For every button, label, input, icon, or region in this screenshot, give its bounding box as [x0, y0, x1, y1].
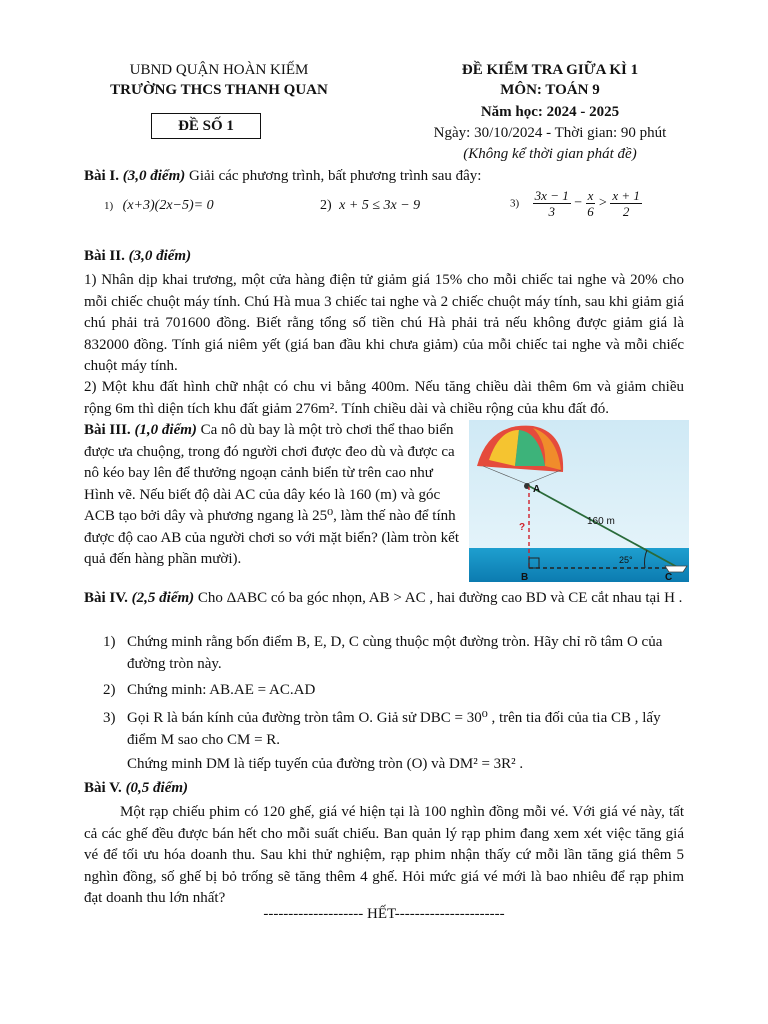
eq3-minus: −: [574, 195, 583, 211]
bai1-eq1: [104, 198, 214, 214]
bai2-title: Bài II.: [84, 248, 125, 264]
bai5-paragraph: Một rạp chiếu phim có 120 ghế, giá vé hiện tại là 100 nghìn đồng mỗi vé. Với giá vé này, tất cả các ghế đều được bán hết cho mỗi suất chiếu. Ban quản lý rạp phim đang xem xét việc tăng giá vé để tối ưu hóa doanh thu. Sau khi thử nghiệm, rạp phim nhận thấy cứ mỗi lần tăng giá thêm 5 nghìn đồng, số ghế bị bỏ trống sẽ tăng thêm 4 ghế. Hỏi mức giá vé mới là bao nhiêu để rạp phim đạt doanh thu lớn nhất?: [84, 804, 684, 906]
eq3-fraction-2: $\frac{x}{6}$: [587, 188, 594, 219]
label-angle: 25°: [619, 555, 633, 565]
eq1-number: 1): [104, 200, 114, 212]
label-question: ?: [519, 522, 526, 533]
eq3-fraction-3: $\frac{x + 1}{2}$: [612, 188, 640, 219]
bai2-part1: 1) Nhân dịp khai trương, một cửa hàng điện tử giảm giá 15% cho mỗi chiếc tai nghe và 20% cho mỗi chiếc chuột máy tính. Chú Hà mua 3 chiếc tai nghe và 2 chiếc chuột máy tính, sau khi giảm giá chú phải trả 701600 đồng. Biết rằng tổng số tiền chú Hà phải trả nếu không được giảm giá là 832000 đồng. Tính giá niêm yết (giá ban đầu khi chưa giảm) của mỗi chiếc tai nghe và mỗi chiếc chuột máy tính.: [84, 272, 684, 374]
bai3-text: Ca nô dù bay là một trò chơi thể thao biển được ưa chuộng, trong đó người chơi được đeo dù và được ca nô kéo bay lên để thưởng ngoạn cảnh biển từ trên cao như Hình vẽ. Nếu biết độ dài AC của dây kéo là 160 (m) và góc ACB tạo bởi dây và phương ngang là 25⁰, làm thế nào để tính được độ cao AB của người chơi so với mặt biển? (làm tròn kết quả đến hàng phần mười).: [84, 422, 459, 567]
school-name: TRƯỜNG THCS THANH QUAN: [110, 82, 328, 98]
bai1-title: Bài I.: [84, 168, 120, 184]
bai4-paragraph: [84, 588, 684, 610]
bai1-eq2: [320, 198, 420, 214]
eq3-gt: >: [598, 195, 607, 211]
bai3-paragraph: [84, 420, 459, 571]
bai4-text: Cho ΔABC có ba góc nhọn, AB > AC , hai đường cao BD và CE cắt nhau tại H .: [194, 590, 683, 606]
sea: [469, 548, 689, 582]
bai4-q3: 3) Gọi R là bán kính của đường tròn tâm O. Giả sử DBC = 30⁰ , trên tia đối của tia CB , lấy điểm M sao cho CM = R.: [103, 710, 661, 748]
bai2-part2: 2) Một khu đất hình chữ nhật có chu vi bằng 400m. Nếu tăng chiều dài thêm 6m và giảm chiều rộng 6m thì diện tích khu đất giảm 276m². Tính chiều dài và chiều rộng của khu đất đó.: [84, 379, 684, 417]
bai2-points: (3,0 điểm): [128, 248, 192, 264]
bai3-points: (1,0 điểm): [134, 422, 197, 438]
bai5-title: Bài V.: [84, 780, 122, 796]
bai1-eq3: [510, 188, 642, 219]
bai4-q2: 2) Chứng minh: AB.AE = AC.AD: [103, 682, 316, 698]
parasailing-figure: [469, 420, 689, 582]
bai4-q1: 1) Chứng minh rằng bốn điểm B, E, D, C cùng thuộc một đường tròn. Hãy chỉ rõ tâm O của đường tròn này.: [103, 634, 663, 672]
bai5-heading: [84, 780, 188, 797]
label-B: B: [521, 572, 529, 582]
bai3-title: Bài III.: [84, 422, 131, 438]
exam-code-box: [151, 113, 261, 139]
bai1-points: (3,0 điểm): [122, 168, 186, 184]
eq1-expression: (x+3)(2x−5)= 0: [122, 198, 214, 213]
district-name: UBND QUẬN HOÀN KIẾM: [129, 62, 309, 78]
exam-code: ĐỀ SỐ 1: [178, 118, 234, 134]
bai1-heading: [84, 168, 481, 185]
bai1-text: Giải các phương trình, bất phương trình sau đây:: [185, 168, 482, 184]
bai4-q3b: Chứng minh DM là tiếp tuyến của đường tròn (O) và DM² = 3R² .: [127, 756, 524, 772]
eq3-number: 3): [510, 197, 520, 210]
eq3-fraction-1: $\frac{3x - 1}{3}$: [534, 188, 569, 219]
bai2-heading: [84, 248, 191, 265]
exam-title: ĐỀ KIỂM TRA GIỮA KÌ 1: [461, 62, 639, 78]
label-C: C: [665, 572, 673, 582]
subject: MÔN: TOÁN 9: [500, 82, 600, 98]
school-year: Năm học: 2024 - 2025: [480, 104, 620, 120]
label-A: A: [533, 484, 541, 495]
bai4-title: Bài IV.: [84, 590, 128, 606]
time-note: (Không kể thời gian phát đề): [463, 146, 637, 162]
bai5-points: (0,5 điểm): [125, 780, 189, 796]
exam-date-time: Ngày: 30/10/2024 - Thời gian: 90 phút: [433, 125, 667, 141]
end-marker: -------------------- HẾT----------------------: [263, 906, 505, 922]
eq2-expression: x + 5 ≤ 3x − 9: [339, 198, 421, 213]
label-length: 160 m: [587, 516, 615, 527]
eq2-number: 2): [320, 198, 332, 213]
bai4-points: (2,5 điểm): [131, 590, 195, 606]
